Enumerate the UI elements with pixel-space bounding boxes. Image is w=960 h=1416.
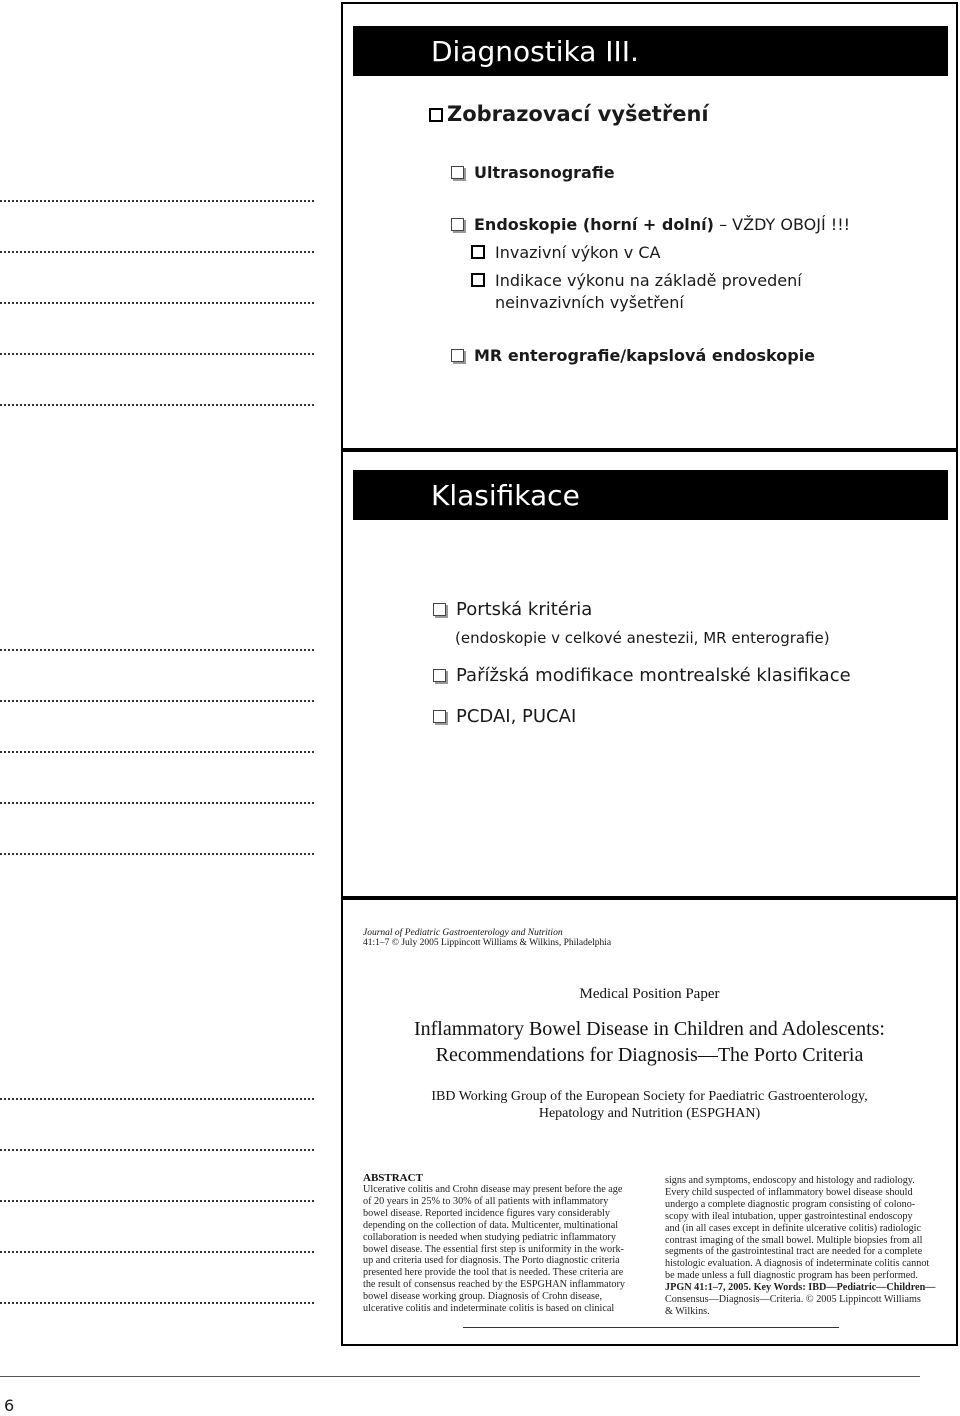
bullet-ultrasonografie — [451, 163, 615, 182]
paper-title-line-1: Inflammatory Bowel Disease in Children and Adolescents: — [413, 1018, 885, 1040]
abstract-line: bowel disease. Reported incidence figures vary considerably — [363, 1207, 610, 1219]
checkbox-bullet-icon — [471, 245, 485, 259]
abstract-line: histologic evaluation. A diagnosis of indeterminate colitis cannot — [665, 1258, 930, 1270]
bullet-pcdai — [433, 706, 576, 727]
bullet-portska — [433, 599, 592, 620]
bullet-text: Endoskopie (horní + dolní) — [474, 215, 714, 234]
abstract-line: be made unless a full diagnostic program has been performed. — [665, 1270, 918, 1282]
note-line — [0, 1200, 314, 1202]
checkbox-bullet-icon — [429, 108, 443, 122]
abstract-line: segments of the gastrointestinal tract are needed for a complete — [665, 1246, 923, 1258]
journal-issue: 41:1–7 © July 2005 Lippincott Williams & Wilkins, Philadelphia — [363, 938, 612, 948]
slide-heading — [429, 102, 709, 126]
abstract-line: up and criteria used for diagnosis. The Porto diagnostic criteria — [363, 1255, 620, 1267]
bullet-text: Ultrasonografie — [474, 163, 615, 182]
note-line — [0, 251, 314, 253]
abstract-line: JPGN 41:1–7, 2005. Key Words: IBD—Pediatric—Children— — [665, 1282, 936, 1294]
note-line — [0, 802, 314, 804]
checkbox-bullet-icon — [433, 710, 446, 723]
bullet-text: Pařížská modifikace montrealské klasifikace — [456, 665, 851, 686]
bullet-text: MR enterografie/kapslová endoskopie — [474, 346, 816, 365]
subbullet-indikace — [471, 270, 802, 314]
abstract-line: contrast imaging of the small bowel. Multiple biopsies from all — [665, 1234, 923, 1246]
checkbox-bullet-icon — [433, 669, 446, 682]
abstract-line: scopy with ileal intubation, upper gastrointestinal endoscopy — [665, 1210, 913, 1222]
authors-line-1: IBD Working Group of the European Society for Paediatric Gastroenterology, — [431, 1089, 868, 1104]
note-line — [0, 353, 314, 355]
abstract-line: the result of consensus reached by the ESPGHAN inflammatory — [363, 1279, 625, 1291]
abstract-right-column — [665, 1175, 935, 1318]
abstract-line: of 20 years in 25% to 30% of all patients with inflammatory — [363, 1195, 609, 1207]
checkbox-bullet-icon — [433, 603, 446, 616]
abstract-line: collaboration is needed when studying pediatric inflammatory — [363, 1231, 616, 1243]
subbullet-text: neinvazivních vyšetření — [495, 293, 684, 312]
footnote-rule — [463, 1327, 839, 1328]
note-line — [0, 1302, 314, 1304]
checkbox-bullet-icon — [471, 273, 485, 287]
heading-text: Zobrazovací vyšetření — [447, 102, 709, 126]
abstract-line: Ulcerative colitis and Crohn disease may present before the age — [363, 1184, 623, 1195]
bullet-text: PCDAI, PUCAI — [456, 706, 577, 727]
bullet-portska-sub: (endoskopie v celkové anestezii, MR enterografie) — [455, 629, 830, 647]
abstract-line: Every child suspected of inflammatory bowel disease should — [665, 1186, 913, 1198]
abstract-line: depending on the collection of data. Multicenter, multinational — [363, 1219, 619, 1231]
page-number: 6 — [4, 1396, 15, 1415]
bullet-text: Portská kritéria — [456, 599, 593, 620]
journal-name: Journal of Pediatric Gastroenterology and Nutrition — [363, 928, 563, 938]
abstract-line: and (in all cases except in definite ulcerative colitis) radiologic — [665, 1222, 922, 1234]
bullet-note: – VŽDY OBOJÍ !!! — [719, 215, 851, 234]
note-line — [0, 700, 314, 702]
abstract-line: signs and symptoms, endoscopy and histology and radiology. — [665, 1175, 915, 1186]
abstract-left-column — [363, 1184, 625, 1315]
note-line — [0, 649, 314, 651]
abstract-line: undergo a complete diagnostic program consisting of colono- — [665, 1198, 916, 1210]
note-line — [0, 751, 314, 753]
note-line — [0, 1149, 314, 1151]
abstract-heading: ABSTRACT — [363, 1172, 423, 1184]
section-label: Medical Position Paper — [579, 986, 720, 1002]
subbullet-text: Invazivní výkon v CA — [495, 243, 661, 262]
bullet-parizska — [433, 665, 851, 686]
subbullet-invazivni — [471, 243, 660, 262]
note-line — [0, 1098, 314, 1100]
abstract-line: presented here provide the tool that is needed. These criteria are — [363, 1267, 624, 1279]
subbullet-text: Indikace výkonu na základě provedení — [495, 271, 802, 290]
note-line — [0, 1251, 314, 1253]
note-line — [0, 200, 314, 202]
slide-title: Diagnostika III. — [353, 26, 948, 76]
slide-paper-excerpt — [341, 898, 958, 1346]
bullet-mr — [451, 346, 815, 365]
bullet-endoskopie — [451, 215, 850, 234]
authors-line-2: Hepatology and Nutrition (ESPGHAN) — [538, 1106, 761, 1121]
abstract-line: bowel disease. The essential first step is uniformity in the work- — [363, 1243, 624, 1255]
slide-klasifikace — [341, 450, 958, 898]
checkbox-bullet-icon — [451, 166, 464, 179]
abstract-line: Consensus—Diagnosis—Criteria. © 2005 Lippincott Williams — [665, 1294, 921, 1306]
checkbox-bullet-icon — [451, 218, 464, 231]
paper-title-line-2: Recommendations for Diagnosis—The Porto Criteria — [435, 1044, 864, 1066]
abstract-line: ulcerative colitis and indeterminate colitis is based on clinical — [363, 1303, 615, 1315]
abstract-line: & Wilkins. — [665, 1305, 710, 1317]
note-line — [0, 302, 314, 304]
note-line — [0, 404, 314, 406]
footer-rule — [0, 1376, 920, 1377]
note-line — [0, 853, 314, 855]
abstract-line: bowel disease working group. Diagnosis of Crohn disease, — [363, 1291, 603, 1303]
checkbox-bullet-icon — [451, 349, 464, 362]
slide-title: Klasifikace — [353, 470, 948, 520]
slide-diagnostika — [341, 2, 958, 450]
